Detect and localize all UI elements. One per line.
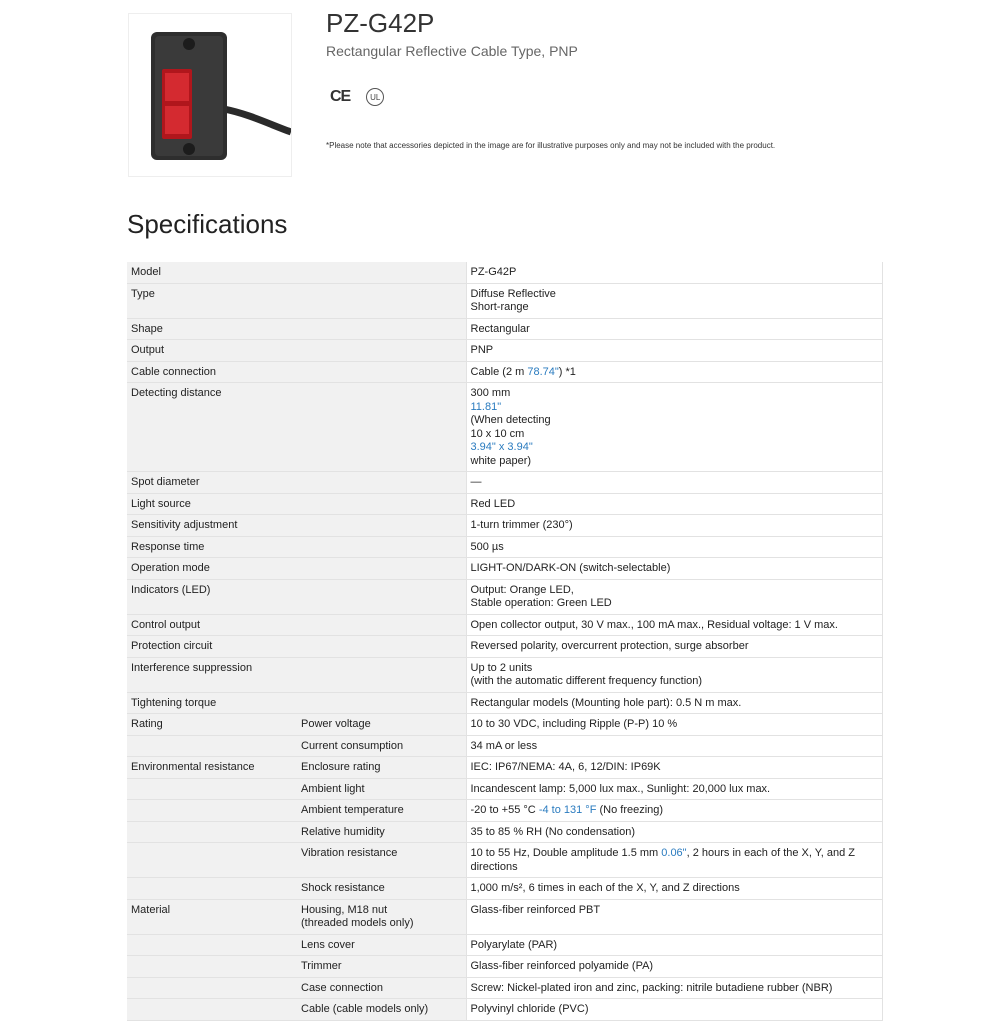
spec-sublabel xyxy=(297,636,466,658)
spec-row xyxy=(127,558,882,580)
spec-value-text: Glass-fiber reinforced polyamide (PA) xyxy=(470,960,654,972)
spec-row xyxy=(127,956,882,978)
ul-mark-icon: UL xyxy=(366,88,384,106)
spec-sublabel xyxy=(297,579,466,614)
spec-sublabel: Cable (cable models only) xyxy=(297,999,466,1021)
spec-value-text: LIGHT-ON/DARK-ON (switch-selectable) xyxy=(470,562,671,574)
spec-sublabel xyxy=(297,472,466,494)
spec-label: Detecting distance xyxy=(127,383,297,472)
spec-label: Output xyxy=(127,340,297,362)
spec-value-text: Cable (2 m xyxy=(470,365,528,378)
product-title: PZ-G42P xyxy=(326,8,435,38)
spec-label: Cable connection xyxy=(127,361,297,383)
spec-sublabel xyxy=(297,340,466,362)
spec-sublabel xyxy=(297,383,466,472)
spec-value xyxy=(466,778,882,800)
spec-row xyxy=(127,515,882,537)
spec-row xyxy=(127,800,882,822)
spec-value-text: Polyarylate (PAR) xyxy=(470,938,558,951)
spec-label xyxy=(127,878,297,900)
spec-row xyxy=(127,692,882,714)
spec-row xyxy=(127,657,882,692)
spec-label: Response time xyxy=(127,536,297,558)
spec-label: Shape xyxy=(127,318,297,340)
spec-value-text: Reversed polarity, overcurrent protection, surge absorber xyxy=(470,640,749,652)
spec-value-text: Rectangular models (Mounting hole part): 0.5 N m max. xyxy=(470,696,742,709)
spec-label: Operation mode xyxy=(127,558,297,580)
spec-value-text: Incandescent lamp: 5,000 lux max., Sunlight: 20,000 lux max. xyxy=(470,782,771,795)
spec-label: Model xyxy=(127,262,297,283)
spec-sublabel xyxy=(297,558,466,580)
spec-sublabel xyxy=(297,262,466,283)
spec-value xyxy=(466,934,882,956)
ce-mark-icon: CE xyxy=(330,88,351,105)
spec-sublabel xyxy=(297,614,466,636)
spec-value xyxy=(466,735,882,757)
spec-label xyxy=(127,821,297,843)
spec-row xyxy=(127,735,882,757)
spec-label: Environmental resistance xyxy=(127,757,297,779)
spec-value-text: white paper) xyxy=(470,454,532,467)
spec-row xyxy=(127,318,882,340)
spec-value xyxy=(466,977,882,999)
spec-label: Indicators (LED) xyxy=(127,579,297,614)
product-header xyxy=(0,0,1000,200)
spec-row xyxy=(127,999,882,1021)
spec-sublabel xyxy=(297,493,466,515)
spec-label xyxy=(127,934,297,956)
spec-value-imperial: 11.81" xyxy=(470,400,502,413)
spec-sublabel: Relative humidity xyxy=(297,821,466,843)
spec-label: Interference suppression xyxy=(127,657,297,692)
spec-label: Spot diameter xyxy=(127,472,297,494)
spec-value xyxy=(466,956,882,978)
spec-value-imperial: -4 to 131 °F xyxy=(538,804,597,816)
spec-row xyxy=(127,340,882,362)
spec-sublabel xyxy=(297,657,466,692)
spec-sublabel xyxy=(297,536,466,558)
spec-value xyxy=(466,283,882,318)
spec-row xyxy=(127,934,882,956)
spec-value xyxy=(466,821,882,843)
spec-label: Protection circuit xyxy=(127,636,297,658)
spec-row xyxy=(127,636,882,658)
spec-sublabel xyxy=(297,692,466,714)
spec-sublabel: Lens cover xyxy=(297,934,466,956)
spec-value-imperial: 0.06" xyxy=(661,847,687,859)
spec-value-text: 1,000 m/s², 6 times in each of the X, Y, and Z directions xyxy=(470,882,740,894)
spec-value xyxy=(466,800,882,822)
spec-value xyxy=(466,536,882,558)
spec-value-text: Diffuse Reflective Short-range xyxy=(470,287,556,313)
spec-sublabel: Case connection xyxy=(297,977,466,999)
spec-row xyxy=(127,714,882,736)
product-subtitle: Rectangular Reflective Cable Type, PNP xyxy=(326,43,578,59)
spec-sublabel: Power voltage xyxy=(297,714,466,736)
spec-label: Rating xyxy=(127,714,297,736)
spec-row xyxy=(127,614,882,636)
spec-value xyxy=(466,340,882,362)
spec-value-text: Glass-fiber reinforced PBT xyxy=(470,903,601,916)
spec-value-text: Output: Orange LED, Stable operation: Green LED xyxy=(470,583,612,609)
spec-row xyxy=(127,878,882,900)
spec-label: Control output xyxy=(127,614,297,636)
spec-value xyxy=(466,361,882,383)
spec-label xyxy=(127,956,297,978)
spec-label: Material xyxy=(127,899,297,934)
spec-value xyxy=(466,558,882,580)
spec-value xyxy=(466,899,882,934)
spec-value-text: Polyvinyl chloride (PVC) xyxy=(470,1003,589,1015)
spec-value-text: Screw: Nickel-plated iron and zinc, packing: nitrile butadiene rubber (NBR) xyxy=(470,981,833,994)
spec-row xyxy=(127,579,882,614)
spec-value xyxy=(466,318,882,340)
spec-row xyxy=(127,843,882,878)
spec-value xyxy=(466,383,882,472)
spec-value-text: (No freezing) xyxy=(596,804,664,816)
spec-value xyxy=(466,515,882,537)
spec-row xyxy=(127,262,882,283)
spec-value xyxy=(466,714,882,736)
spec-value xyxy=(466,692,882,714)
spec-label xyxy=(127,999,297,1021)
spec-value xyxy=(466,614,882,636)
spec-value-text: Up to 2 units (with the automatic different frequency function) xyxy=(470,661,703,687)
spec-sublabel xyxy=(297,283,466,318)
accessories-note: *Please note that accessories depicted in the image are for illustrative purposes only and may not be included with the product. xyxy=(326,141,776,150)
spec-row xyxy=(127,821,882,843)
spec-row xyxy=(127,383,882,472)
spec-label: Sensitivity adjustment xyxy=(127,515,297,537)
spec-value xyxy=(466,493,882,515)
spec-label xyxy=(127,843,297,878)
spec-sublabel: Housing, M18 nut (threaded models only) xyxy=(297,899,466,934)
spec-label xyxy=(127,800,297,822)
specifications-table xyxy=(127,262,883,1021)
spec-value xyxy=(466,878,882,900)
spec-sublabel: Current consumption xyxy=(297,735,466,757)
spec-value-text: PZ-G42P xyxy=(470,266,517,278)
spec-value xyxy=(466,472,882,494)
spec-value xyxy=(466,636,882,658)
spec-value xyxy=(466,843,882,878)
spec-value-text: Red LED xyxy=(470,497,516,510)
spec-row xyxy=(127,472,882,494)
spec-value-text: 34 mA or less xyxy=(470,739,538,752)
spec-row xyxy=(127,361,882,383)
specifications-heading: Specifications xyxy=(127,209,288,239)
spec-value xyxy=(466,579,882,614)
spec-label: Type xyxy=(127,283,297,318)
spec-value-text: 35 to 85 % RH (No condensation) xyxy=(470,825,635,838)
spec-value-text: ) *1 xyxy=(558,365,576,378)
spec-sublabel: Vibration resistance xyxy=(297,843,466,878)
certification-marks xyxy=(330,88,384,106)
spec-value-text: — xyxy=(470,476,482,488)
spec-label xyxy=(127,977,297,999)
spec-sublabel xyxy=(297,318,466,340)
spec-row xyxy=(127,757,882,779)
spec-row xyxy=(127,977,882,999)
spec-label: Tightening torque xyxy=(127,692,297,714)
spec-value-text: Rectangular xyxy=(470,322,530,335)
spec-label xyxy=(127,778,297,800)
spec-sublabel: Shock resistance xyxy=(297,878,466,900)
spec-sublabel: Ambient light xyxy=(297,778,466,800)
spec-row xyxy=(127,899,882,934)
spec-row xyxy=(127,536,882,558)
spec-value xyxy=(466,657,882,692)
spec-value-text: 1-turn trimmer (230°) xyxy=(470,519,573,531)
spec-row xyxy=(127,283,882,318)
spec-sublabel: Enclosure rating xyxy=(297,757,466,779)
spec-value-text: -20 to +55 °C xyxy=(470,804,539,816)
spec-value xyxy=(466,757,882,779)
spec-sublabel: Ambient temperature xyxy=(297,800,466,822)
spec-value-text: 500 µs xyxy=(470,540,504,553)
spec-value-text: 300 mm xyxy=(470,387,511,399)
spec-value-text: 10 to 55 Hz, Double amplitude 1.5 mm xyxy=(470,847,662,859)
spec-sublabel xyxy=(297,515,466,537)
spec-value-text: Open collector output, 30 V max., 100 mA max., Residual voltage: 1 V max. xyxy=(470,618,838,631)
spec-value-text: PNP xyxy=(470,344,494,356)
spec-label: Light source xyxy=(127,493,297,515)
spec-sublabel xyxy=(297,361,466,383)
spec-value-text: , 2 hours in each of the X, Y, and Z directions xyxy=(470,847,855,873)
spec-label xyxy=(127,735,297,757)
spec-value-imperial: 78.74" xyxy=(527,365,559,378)
spec-value-text: IEC: IP67/NEMA: 4A, 6, 12/DIN: IP69K xyxy=(470,761,661,773)
spec-value-text: (When detecting 10 x 10 cm xyxy=(470,414,551,440)
spec-sublabel: Trimmer xyxy=(297,956,466,978)
spec-value-text: 10 to 30 VDC, including Ripple (P-P) 10 % xyxy=(470,718,678,730)
spec-row xyxy=(127,493,882,515)
spec-value xyxy=(466,262,882,283)
spec-row xyxy=(127,778,882,800)
product-image xyxy=(128,13,292,177)
spec-value xyxy=(466,999,882,1021)
spec-value-imperial: 3.94" x 3.94" xyxy=(470,441,533,453)
